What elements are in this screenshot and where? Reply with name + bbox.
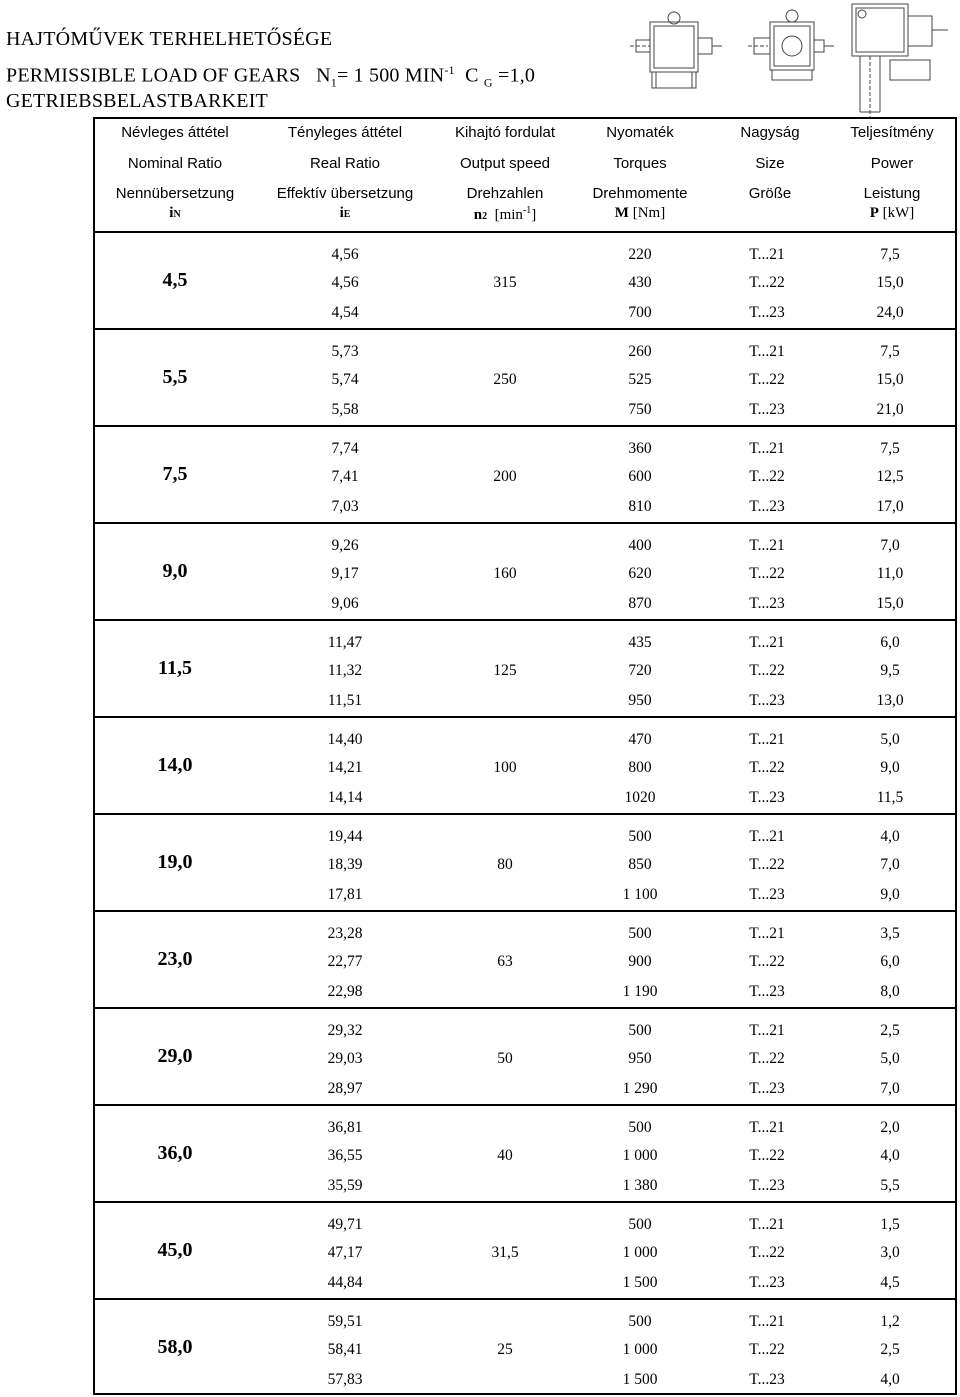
power-cell: 5,0 [880, 731, 900, 748]
torque-cell: 1 380 [622, 1177, 658, 1194]
torque-cell: 720 [628, 662, 652, 679]
real-ratio-cell: 18,39 [327, 856, 363, 873]
header-size-de: Größe [748, 185, 792, 202]
title-german [6, 86, 535, 117]
size-cell: T...22 [749, 856, 785, 873]
nominal-ratio-cell: 9,0 [162, 560, 188, 582]
real-ratio-cell: 22,98 [327, 983, 363, 1000]
size-cell: T...23 [749, 304, 785, 321]
power-cell: 15,0 [876, 371, 904, 388]
real-ratio-cell: 4,56 [331, 274, 359, 291]
torque-cell: 500 [628, 1119, 652, 1136]
torque-cell: 1 290 [622, 1080, 658, 1097]
real-ratio-cell: 44,84 [327, 1274, 363, 1291]
power-cell: 12,5 [876, 468, 904, 485]
header-power [827, 119, 957, 231]
power-cell: 17,0 [876, 498, 904, 515]
power-cell: 7,0 [880, 537, 900, 554]
real-ratio-cell: 9,06 [331, 595, 359, 612]
output-speed-cell: 315 [493, 274, 517, 291]
real-ratio-cell: 59,51 [327, 1313, 363, 1330]
power-cell: 6,0 [880, 634, 900, 651]
size-cell: T...22 [749, 759, 785, 776]
size-cell: T...23 [749, 692, 785, 709]
real-ratio-cell: 35,59 [327, 1177, 363, 1194]
nominal-ratio-cell: 58,0 [157, 1336, 193, 1358]
header-real-en: Real Ratio [309, 155, 381, 172]
torque-cell: 800 [628, 759, 652, 776]
real-ratio-cell: 7,41 [331, 468, 359, 485]
real-ratio-cell: 36,81 [327, 1119, 363, 1136]
table-header [95, 119, 955, 233]
power-cell: 9,0 [880, 759, 900, 776]
power-cell: 4,0 [880, 828, 900, 845]
size-cell: T...21 [749, 731, 785, 748]
real-ratio-cell: 11,32 [327, 662, 363, 679]
header-power-hu: Teljesítmény [850, 124, 934, 141]
gearbox-drawing-3 [852, 4, 948, 118]
power-cell: 6,0 [880, 953, 900, 970]
nominal-ratio-cell: 14,0 [157, 754, 193, 776]
output-speed-cell: 25 [497, 1341, 513, 1358]
header-speed-symbol: n2 $[\min^{-1}]$ [473, 205, 537, 223]
header-torque-en: Torques [613, 155, 667, 172]
torque-cell: 1 190 [622, 983, 658, 1000]
title-c-val: =1,0 [497, 64, 536, 87]
power-cell: 2,5 [880, 1022, 900, 1039]
ratio-group [95, 1300, 955, 1397]
torque-cell: 1 500 [622, 1371, 658, 1388]
title-eq: = 1 500 MIN [336, 64, 445, 87]
size-cell: T...21 [749, 246, 785, 263]
real-ratio-cell: 47,17 [327, 1244, 363, 1261]
title-english [6, 55, 536, 90]
real-ratio-cell: 9,17 [331, 565, 359, 582]
size-cell: T...22 [749, 1244, 785, 1261]
power-cell: 13,0 [876, 692, 904, 709]
power-cell: 3,5 [880, 925, 900, 942]
power-cell: 11,0 [876, 565, 904, 582]
torque-cell: 470 [628, 731, 652, 748]
power-cell: 1,2 [880, 1313, 900, 1330]
nominal-ratio-cell: 19,0 [157, 851, 193, 873]
size-cell: T...22 [749, 953, 785, 970]
real-ratio-cell: 14,40 [327, 731, 363, 748]
size-cell: T...22 [749, 468, 785, 485]
size-cell: T...23 [749, 886, 785, 903]
power-cell: 15,0 [876, 274, 904, 291]
size-cell: T...22 [749, 662, 785, 679]
power-cell: 7,5 [880, 440, 900, 457]
nominal-ratio-cell: 23,0 [157, 948, 193, 970]
torque-cell: 435 [628, 634, 652, 651]
real-ratio-cell: 4,54 [331, 304, 359, 321]
torque-cell: 430 [628, 274, 652, 291]
title-line2-main: PERMISSIBLE LOAD OF GEARS [6, 64, 301, 87]
real-ratio-cell: 9,26 [331, 537, 359, 554]
real-ratio-cell: 11,47 [327, 634, 363, 651]
output-speed-cell: 63 [497, 953, 513, 970]
power-cell: 21,0 [876, 401, 904, 418]
real-ratio-cell: 22,77 [327, 953, 363, 970]
torque-cell: 500 [628, 1022, 652, 1039]
power-cell: 11,5 [876, 789, 904, 806]
real-ratio-cell: 17,81 [327, 886, 363, 903]
size-cell: T...22 [749, 1050, 785, 1067]
power-cell: 15,0 [876, 595, 904, 612]
header-real-de: Effektív übersetzung [276, 185, 414, 202]
nominal-ratio-cell: 36,0 [157, 1142, 193, 1164]
size-cell: T...22 [749, 1147, 785, 1164]
ratio-group [95, 524, 955, 621]
torque-cell: 870 [628, 595, 652, 612]
real-ratio-cell: 23,28 [327, 925, 363, 942]
nominal-ratio-cell: 7,5 [162, 463, 188, 485]
header-size-en: Size [755, 155, 785, 172]
torque-cell: 260 [628, 343, 652, 360]
torque-cell: 900 [628, 953, 652, 970]
torque-cell: 500 [628, 828, 652, 845]
ratio-group [95, 427, 955, 524]
torque-cell: 525 [628, 371, 652, 388]
size-cell: T...23 [749, 595, 785, 612]
torque-cell: 500 [628, 925, 652, 942]
torque-cell: 950 [628, 1050, 652, 1067]
size-cell: T...22 [749, 565, 785, 582]
power-cell: 8,0 [880, 983, 900, 1000]
size-cell: T...22 [749, 371, 785, 388]
title-exp: -1 [444, 63, 455, 77]
nominal-ratio-cell: 4,5 [162, 269, 188, 291]
real-ratio-cell: 29,32 [327, 1022, 363, 1039]
real-ratio-cell: 29,03 [327, 1050, 363, 1067]
output-speed-cell: 40 [497, 1147, 513, 1164]
ratio-group [95, 1009, 955, 1106]
torque-cell: 750 [628, 401, 652, 418]
gearbox-drawing-2 [748, 10, 834, 80]
torque-cell: 500 [628, 1313, 652, 1330]
size-cell: T...21 [749, 440, 785, 457]
size-cell: T...21 [749, 1022, 785, 1039]
power-cell: 7,5 [880, 246, 900, 263]
header-power-symbol: P [kW] [869, 205, 915, 221]
output-speed-cell: 50 [497, 1050, 513, 1067]
header-real-hu: Tényleges áttétel [287, 124, 403, 141]
ratio-group [95, 330, 955, 427]
torque-cell: 1 000 [622, 1244, 658, 1261]
header-real-symbol: iE [339, 205, 351, 221]
header-real-ratio [255, 119, 435, 231]
real-ratio-cell: 5,74 [331, 371, 359, 388]
size-cell: T...23 [749, 498, 785, 515]
output-speed-cell: 160 [493, 565, 517, 582]
torque-cell: 620 [628, 565, 652, 582]
title-line1: HAJTÓMŰVEK TERHELHETŐSÉGE [6, 28, 333, 50]
real-ratio-cell: 14,21 [327, 759, 363, 776]
real-ratio-cell: 58,41 [327, 1341, 363, 1358]
torque-cell: 500 [628, 1216, 652, 1233]
torque-cell: 1 000 [622, 1147, 658, 1164]
ratio-group [95, 1106, 955, 1203]
output-speed-cell: 250 [493, 371, 517, 388]
torque-cell: 1 500 [622, 1274, 658, 1291]
output-speed-cell: 31,5 [491, 1244, 519, 1261]
title-line3: GETRIEBSBELASTBARKEIT [6, 90, 268, 112]
header-size [705, 119, 835, 231]
size-cell: T...21 [749, 1119, 785, 1136]
size-cell: T...21 [749, 828, 785, 845]
real-ratio-cell: 7,74 [331, 440, 359, 457]
ratio-group [95, 718, 955, 815]
output-speed-cell: 100 [493, 759, 517, 776]
power-cell: 3,0 [880, 1244, 900, 1261]
torque-cell: 850 [628, 856, 652, 873]
size-cell: T...23 [749, 1177, 785, 1194]
size-cell: T...21 [749, 634, 785, 651]
size-cell: T...23 [749, 1080, 785, 1097]
size-cell: T...21 [749, 1313, 785, 1330]
size-cell: T...21 [749, 343, 785, 360]
header-power-de: Leistung [863, 185, 921, 202]
title-n-sub: 1 [330, 75, 337, 90]
power-cell: 1,5 [880, 1216, 900, 1233]
real-ratio-cell: 57,83 [327, 1371, 363, 1388]
nominal-ratio-cell: 29,0 [157, 1045, 193, 1067]
output-speed-cell: 80 [497, 856, 513, 873]
real-ratio-cell: 5,73 [331, 343, 359, 360]
size-cell: T...23 [749, 401, 785, 418]
title-c-sub: G [483, 75, 493, 90]
size-cell: T...21 [749, 1216, 785, 1233]
power-cell: 7,0 [880, 856, 900, 873]
output-speed-cell: 200 [493, 468, 517, 485]
header-speed-de: Drehzahlen [466, 185, 544, 202]
real-ratio-cell: 19,44 [327, 828, 363, 845]
header-torques [575, 119, 705, 231]
header-nominal-de: Nennübersetzung [115, 185, 235, 202]
power-cell: 9,5 [880, 662, 900, 679]
gearbox-drawings [630, 0, 960, 118]
nominal-ratio-cell: 45,0 [157, 1239, 193, 1261]
real-ratio-cell: 28,97 [327, 1080, 363, 1097]
torque-cell: 810 [628, 498, 652, 515]
ratio-group [95, 815, 955, 912]
ratio-group [95, 912, 955, 1009]
power-cell: 5,5 [880, 1177, 900, 1194]
header-torque-symbol: M [Nm] [614, 205, 666, 221]
size-cell: T...23 [749, 983, 785, 1000]
real-ratio-cell: 36,55 [327, 1147, 363, 1164]
title-block [6, 24, 535, 117]
torque-cell: 600 [628, 468, 652, 485]
header-torque-de: Drehmomente [592, 185, 688, 202]
title-hungarian [6, 24, 535, 55]
size-cell: T...23 [749, 789, 785, 806]
size-cell: T...21 [749, 925, 785, 942]
nominal-ratio-cell: 5,5 [162, 366, 188, 388]
output-speed-cell: 125 [493, 662, 517, 679]
header-torque-hu: Nyomaték [606, 124, 674, 141]
power-cell: 24,0 [876, 304, 904, 321]
header-output-speed [435, 119, 575, 231]
torque-cell: 360 [628, 440, 652, 457]
title-c: C [465, 64, 479, 87]
torque-cell: 400 [628, 537, 652, 554]
title-n: N [316, 64, 331, 87]
header-nominal-symbol: iN [169, 205, 181, 221]
torque-cell: 1020 [624, 789, 656, 806]
real-ratio-cell: 49,71 [327, 1216, 363, 1233]
real-ratio-cell: 11,51 [327, 692, 363, 709]
size-cell: T...23 [749, 1371, 785, 1388]
power-cell: 4,5 [880, 1274, 900, 1291]
header-nominal-ratio [105, 119, 245, 231]
ratio-group [95, 621, 955, 718]
header-speed-en: Output speed [459, 155, 551, 172]
power-cell: 9,0 [880, 886, 900, 903]
header-speed-hu: Kihajtó fordulat [454, 124, 556, 141]
size-cell: T...21 [749, 537, 785, 554]
gearbox-drawing-1 [630, 12, 722, 88]
size-cell: T...23 [749, 1274, 785, 1291]
torque-cell: 950 [628, 692, 652, 709]
load-table [93, 117, 957, 1395]
size-cell: T...22 [749, 1341, 785, 1358]
real-ratio-cell: 5,58 [331, 401, 359, 418]
torque-cell: 1 000 [622, 1341, 658, 1358]
power-cell: 2,0 [880, 1119, 900, 1136]
torque-cell: 1 100 [622, 886, 658, 903]
nominal-ratio-cell: 11,5 [158, 657, 192, 679]
size-cell: T...22 [749, 274, 785, 291]
header-power-en: Power [870, 155, 914, 172]
torque-cell: 700 [628, 304, 652, 321]
real-ratio-cell: 7,03 [331, 498, 359, 515]
power-cell: 5,0 [880, 1050, 900, 1067]
power-cell: 4,0 [880, 1371, 900, 1388]
power-cell: 7,5 [880, 343, 900, 360]
torque-cell: 220 [628, 246, 652, 263]
header-nominal-hu: Névleges áttétel [121, 124, 229, 141]
power-cell: 4,0 [880, 1147, 900, 1164]
real-ratio-cell: 14,14 [327, 789, 363, 806]
real-ratio-cell: 4,56 [331, 246, 359, 263]
ratio-group [95, 233, 955, 330]
ratio-group [95, 1203, 955, 1300]
header-nominal-en: Nominal Ratio [127, 155, 223, 172]
power-cell: 2,5 [880, 1341, 900, 1358]
power-cell: 7,0 [880, 1080, 900, 1097]
header-size-hu: Nagyság [740, 124, 800, 141]
